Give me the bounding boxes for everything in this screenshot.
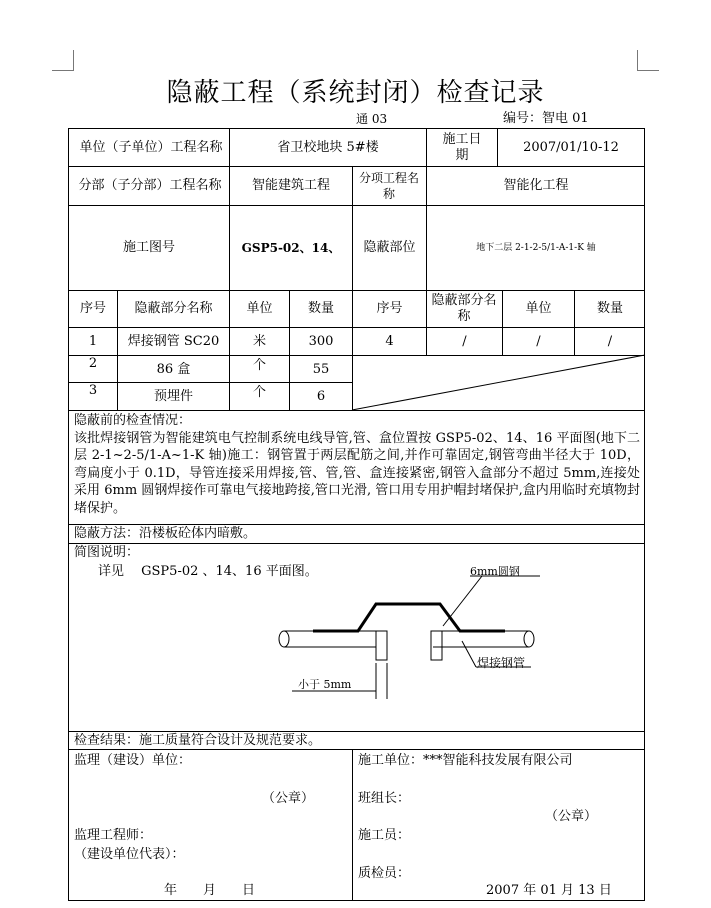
- construction-seal: （公章）: [545, 809, 598, 824]
- item-name-2: /: [462, 333, 467, 349]
- col-header-unit-2: 单位: [525, 301, 552, 316]
- item-qty: 6: [316, 388, 326, 404]
- col-header-name-2: 隐蔽部分名称: [431, 293, 497, 324]
- item-name: 焊接钢管 SC20: [127, 333, 220, 349]
- supervision-engineer-label: 监理工程师：: [74, 828, 153, 843]
- sketch-reference: 详见 GSP5-02 、14、16 平面图。: [98, 564, 318, 579]
- item-project-value: 智能化工程: [503, 178, 569, 193]
- item-name: 预埋件: [153, 388, 193, 404]
- constructor-label: 施工员：: [358, 828, 411, 843]
- item-unit: 个: [252, 385, 266, 400]
- item-no-2: 4: [385, 333, 394, 349]
- pre-check-text: 该批焊接钢管为智能建筑电气控制系统电线导管,管、盒位置按 GSP5-02、14、16 平面图(地下二层 2-1~2-5/1-A~1-K 轴)施工：钢管置于两层配筋之间,并作可靠固定,钢管弯曲半径大于 10D，弯扁度小于 0.1D，导管连接采用焊接,管、管,管、盒连接紧密,钢管入盒部分不超过 5mm,连接处采用 6mm 圆钢焊接作可靠电气接地跨接,管口光滑, 管口用专用护帽封堵保护,盒内用临时充填物封堵保护。: [74, 430, 640, 516]
- col-header-name: 隐蔽部分名称: [134, 301, 213, 316]
- hidden-location-label: 隐蔽部位: [363, 240, 416, 255]
- drawing-number-value: GSP5-02、14、: [241, 241, 341, 255]
- item-qty: 300: [308, 333, 334, 349]
- pipe-label: 焊接钢管: [477, 656, 526, 670]
- item-name: 86 盒: [156, 361, 191, 377]
- item-unit-2: /: [536, 333, 541, 349]
- gap-label: 小于 5mm: [298, 678, 352, 691]
- construction-rep-label: （建设单位代表）：: [74, 847, 185, 862]
- unit-project-label: 单位（子单位）工程名称: [79, 139, 223, 155]
- sub-project-label: 分部（子分部）工程名称: [78, 178, 222, 193]
- supervision-date: 年 月 日: [164, 883, 256, 898]
- col-header-unit: 单位: [246, 301, 273, 316]
- construction-date-label: 施工日期: [442, 131, 482, 163]
- inspection-result: 检查结果：施工质量符合设计及规范要求。: [74, 733, 322, 748]
- sketch-label: 简图说明：: [74, 545, 140, 560]
- quality-inspector-label: 质检员：: [358, 866, 411, 881]
- team-leader-label: 班组长：: [358, 791, 411, 806]
- col-header-no: 序号: [79, 301, 106, 316]
- item-project-label: 分项工程名称: [358, 171, 419, 201]
- supervision-seal: （公章）: [262, 791, 315, 806]
- form-code: 通 03: [356, 112, 388, 126]
- item-no: 3: [88, 383, 98, 398]
- col-header-qty-2: 数量: [596, 301, 623, 316]
- sub-project-value: 智能建筑工程: [251, 178, 330, 193]
- item-no: 2: [88, 356, 98, 371]
- record-number: 编号：智电 01: [503, 111, 589, 126]
- unit-project-value: 省卫校地块 5#楼: [277, 139, 379, 155]
- item-no: 1: [88, 333, 98, 349]
- rod-label: 6mm圆钢: [470, 565, 520, 578]
- col-header-no-2: 序号: [376, 301, 403, 316]
- item-qty: 55: [312, 361, 330, 377]
- item-unit: 个: [252, 358, 266, 373]
- item-unit: 米: [252, 333, 266, 349]
- page-title: 隐蔽工程（系统封闭）检查记录: [166, 78, 545, 108]
- construction-date-value: 2007/01/10-12: [523, 139, 619, 155]
- hidden-location-value: 地下二层 2-1-2-5/1-A-1-K 轴: [476, 243, 596, 253]
- supervision-unit-label: 监理（建设）单位：: [74, 753, 192, 768]
- hidden-method: 隐蔽方法：沿楼板砼体内暗敷。: [74, 526, 257, 541]
- construction-unit-label: 施工单位：***智能科技发展有限公司: [358, 753, 573, 768]
- col-header-qty: 数量: [307, 301, 334, 316]
- pre-check-label: 隐蔽前的检查情况：: [74, 413, 192, 428]
- drawing-number-label: 施工图号: [122, 240, 175, 255]
- item-qty-2: /: [607, 333, 613, 349]
- construction-date: 2007 年 01 月 13 日: [486, 883, 612, 898]
